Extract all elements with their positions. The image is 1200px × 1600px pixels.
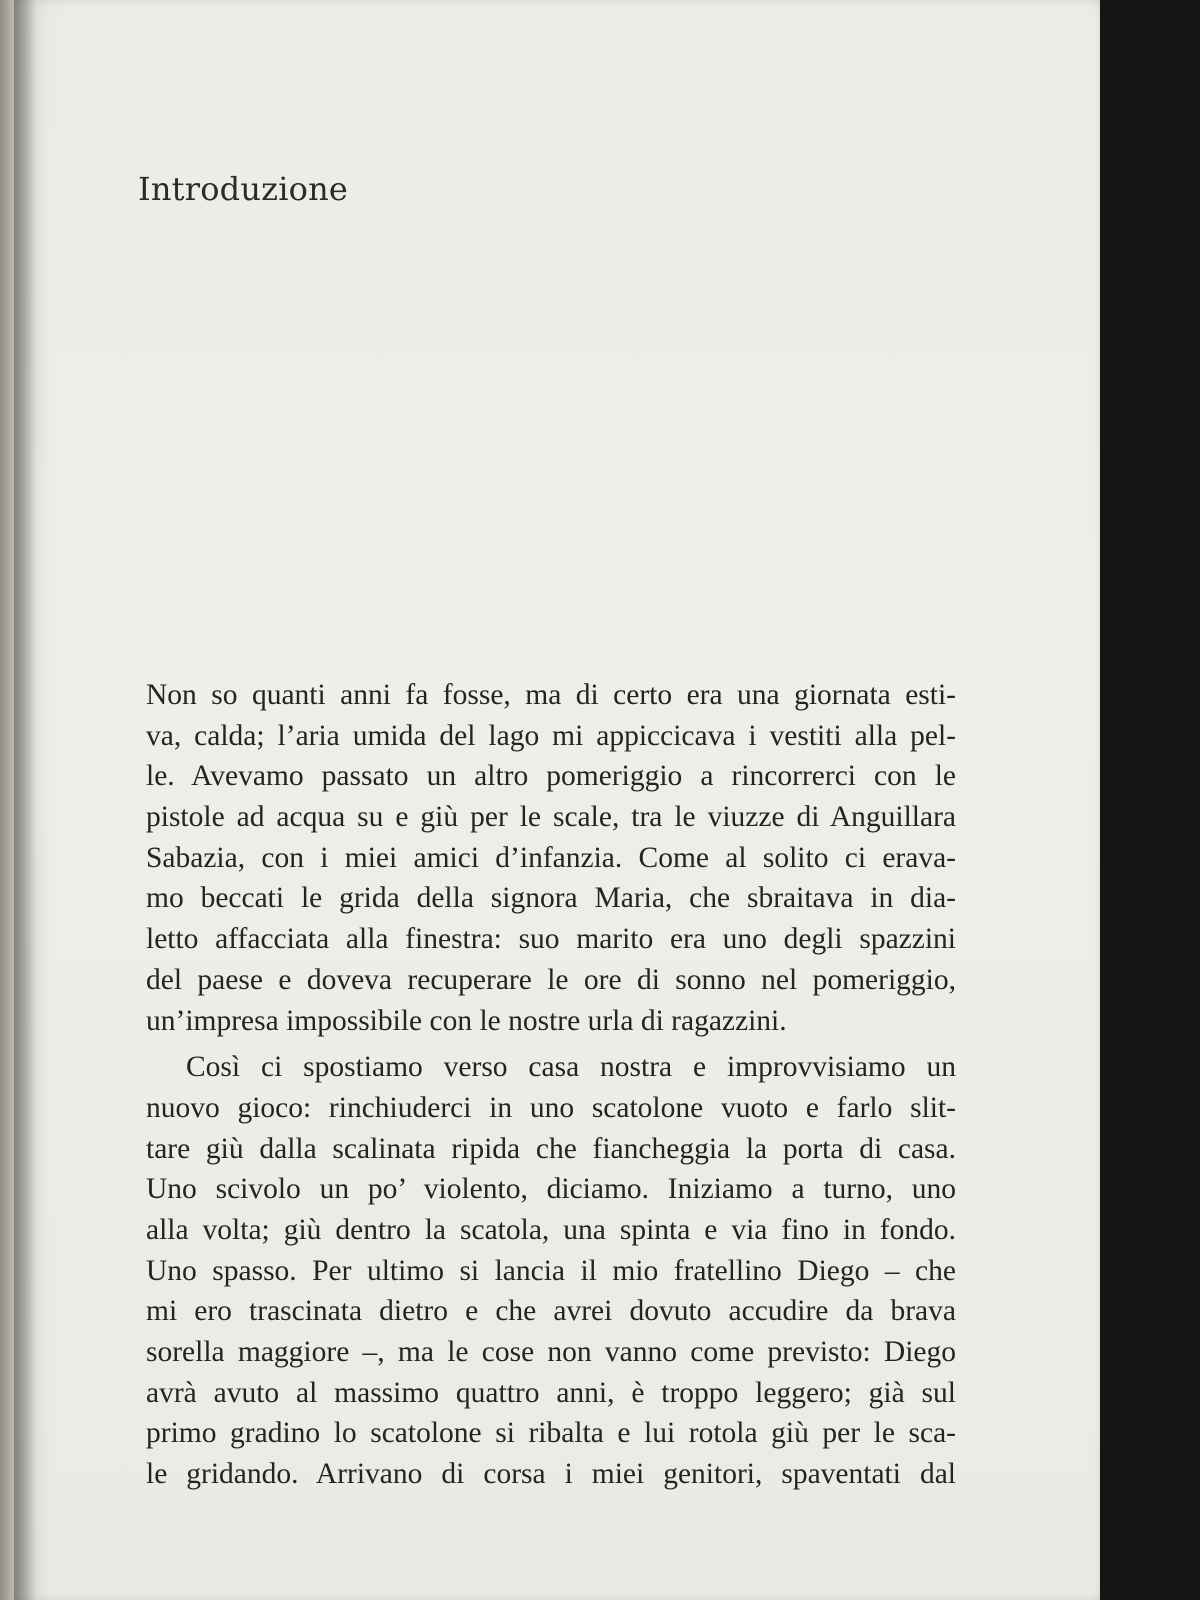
text-line: alla volta; giù dentro la scatola, una spinta e via fino in fondo. [146, 1213, 956, 1246]
text-line: mo beccati le grida della signora Maria, che sbraitava in dia- [146, 882, 956, 915]
background-edge [1100, 0, 1200, 1600]
paragraph [146, 1047, 956, 1495]
text-line: mi ero trascinata dietro e che avrei dovuto accudire da brava [146, 1295, 956, 1328]
text-line: del paese e doveva recuperare le ore di sonno nel pomeriggio, [146, 963, 956, 996]
body-text [146, 675, 956, 1495]
text-line: avrà avuto al massimo quattro anni, è troppo leggero; già sul [146, 1376, 956, 1409]
text-line: Non so quanti anni fa fosse, ma di certo era una giornata esti- [146, 679, 956, 711]
text-line: Sabazia, con i miei amici d’infanzia. Come al solito ci erava- [146, 841, 956, 874]
text-line: tare giù dalla scalinata ripida che fiancheggia la porta di casa. [146, 1132, 956, 1165]
paragraph [146, 675, 956, 1041]
text-line: Così ci spostiamo verso casa nostra e improvvisiamo un [186, 1051, 956, 1084]
text-line: sorella maggiore –, ma le cose non vanno come previsto: Diego [146, 1336, 956, 1368]
text-line: nuovo gioco: rinchiuderci in uno scatolone vuoto e farlo slit- [146, 1091, 956, 1124]
text-line: pistole ad acqua su e giù per le scale, tra le viuzze di Anguillara [146, 801, 956, 834]
text-line: va, calda; l’aria umida del lago mi appiccicava i vestiti alla pel- [146, 719, 956, 752]
chapter-heading: Introduzione [138, 170, 349, 208]
text-line: le gridando. Arrivano di corsa i miei genitori, spaventati dal [146, 1458, 956, 1491]
text-line: primo gradino lo scatolone si ribalta e lui rotola giù per le sca- [146, 1417, 956, 1450]
text-line: un’impresa impossibile con le nostre urla di ragazzini. [146, 1004, 787, 1037]
text-line: le. Avevamo passato un altro pomeriggio a rincorrerci con le [146, 760, 956, 793]
book-spine-shadow [14, 0, 36, 1600]
text-line: Uno spasso. Per ultimo si lancia il mio fratellino Diego – che [146, 1254, 956, 1287]
text-line: letto affacciata alla finestra: suo marito era uno degli spazzini [146, 923, 956, 956]
text-line: Uno scivolo un po’ violento, diciamo. Iniziamo a turno, uno [146, 1173, 956, 1206]
